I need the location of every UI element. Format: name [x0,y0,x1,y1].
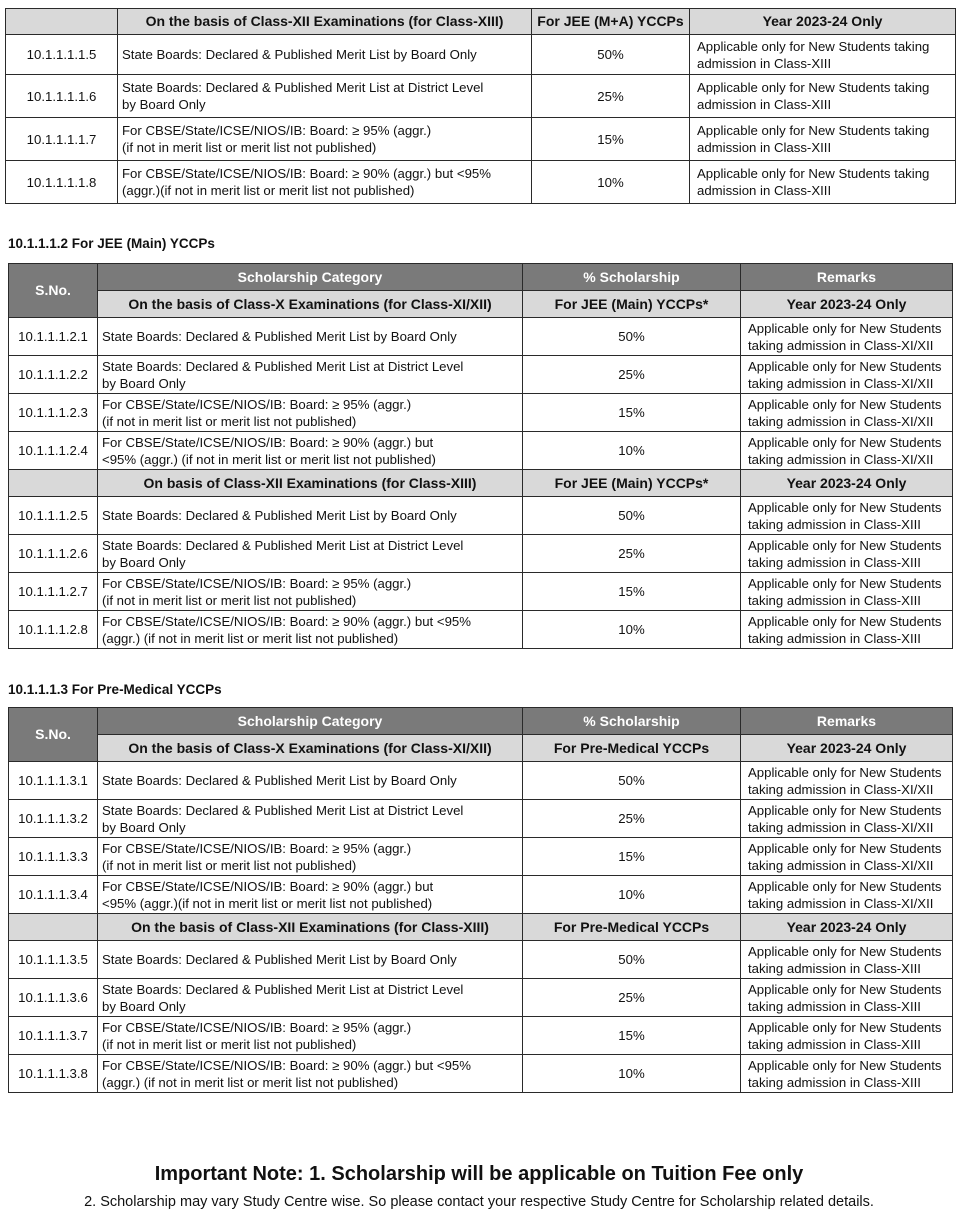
sno-cell: 10.1.1.1.3.4 [9,876,98,914]
subheader-pct: For Pre-Medical YCCPs [523,914,741,941]
remarks-cell-line: admission in Class-XIII [697,140,832,155]
study-centre-note: 2. Scholarship may vary Study Centre wise. So please contact your respective Study Centre for Scholarship related details. [84,1194,874,1210]
category-cell [118,118,532,161]
remarks-cell [741,941,953,979]
category-cell [118,75,532,118]
remarks-cell-line: Applicable only for New Students [748,1019,942,1035]
remarks-cell [690,161,956,204]
table-row [9,432,953,470]
category-cell-line: For CBSE/State/ICSE/NIOS/IB: Board: ≥ 90% (aggr.) but <95% [102,613,471,629]
table-row [9,762,953,800]
category-cell [118,161,532,204]
scholarship-percent-cell: 50% [523,762,741,800]
subheader-pct: For JEE (Main) YCCPs* [523,291,741,318]
subheader-category: On the basis of Class-XII Examinations (for Class-XIII) [98,914,523,941]
remarks-cell-line: taking admission in Class-XI/XII [748,781,934,797]
top-table-subheader [6,9,956,35]
remarks-cell-line: Applicable only for New Students taking [697,38,930,54]
category-cell-line: <95% (aggr.)(if not in merit list or merit list not published) [102,895,433,911]
scholarship-percent-cell: 25% [523,800,741,838]
sno-cell: 10.1.1.1.1.5 [6,35,118,75]
table-row [9,876,953,914]
scholarship-percent-cell: 50% [523,497,741,535]
subheader-category: On basis of Class-XII Examinations (for Class-XIII) [98,470,523,497]
category-cell-line: (aggr.) (if not in merit list or merit list not published) [102,1074,399,1090]
category-cell-line: For CBSE/State/ICSE/NIOS/IB: Board: ≥ 90% (aggr.) but [102,434,434,450]
header-remarks: Remarks [741,708,953,735]
scholarship-percent-cell: 10% [523,876,741,914]
remarks-cell [741,497,953,535]
category-cell [98,535,523,573]
table-row [9,979,953,1017]
important-note: Important Note: 1. Scholarship will be applicable on Tuition Fee only [154,1163,804,1185]
header-remarks: Remarks [741,264,953,291]
subheader-category: On the basis of Class-XII Examinations (for Class-XIII) [118,9,532,35]
category-cell [98,876,523,914]
remarks-cell-line: Applicable only for New Students [748,613,942,629]
category-cell-line: For CBSE/State/ICSE/NIOS/IB: Board: ≥ 90% (aggr.) but <95% [102,1057,471,1073]
scholarship-percent-cell: 10% [523,611,741,649]
remarks-cell-line: Applicable only for New Students [748,764,942,780]
category-cell [98,394,523,432]
category-cell [98,762,523,800]
scholarship-percent-cell: 50% [523,318,741,356]
section-heading-pre-medical: 10.1.1.1.3 For Pre-Medical YCCPs [8,682,222,697]
remarks-cell-line: Applicable only for New Students [748,358,942,374]
remarks-cell [741,1017,953,1055]
category-cell [98,800,523,838]
category-cell-line: State Boards: Declared & Published Merit List by Board Only [102,952,457,967]
sno-cell: 10.1.1.1.1.7 [6,118,118,161]
remarks-cell [741,535,953,573]
remarks-cell [690,35,956,75]
remarks-cell [741,573,953,611]
header-sno: S.No. [9,708,98,762]
subheader-pct: For JEE (Main) YCCPs* [523,470,741,497]
remarks-cell-line: taking admission in Class-XIII [748,998,921,1014]
scholarship-percent-cell: 25% [523,535,741,573]
scholarship-percent-cell: 15% [523,1017,741,1055]
scholarship-percent-cell: 15% [532,118,690,161]
header-category: Scholarship Category [98,264,523,291]
scholarship-percent-cell: 15% [523,838,741,876]
remarks-cell [741,394,953,432]
remarks-cell-line: taking admission in Class-XIII [748,960,921,976]
sno-cell: 10.1.1.1.2.1 [9,318,98,356]
remarks-cell [690,118,956,161]
category-cell [98,979,523,1017]
category-cell-line: State Boards: Declared & Published Merit List by Board Only [102,773,457,788]
remarks-cell-line: Applicable only for New Students [748,434,942,450]
sno-cell: 10.1.1.1.3.5 [9,941,98,979]
remarks-cell-line: taking admission in Class-XI/XII [748,337,934,353]
header-pct: % Scholarship [523,708,741,735]
category-cell-line: For CBSE/State/ICSE/NIOS/IB: Board: ≥ 90% (aggr.) but <95% [122,166,491,181]
category-cell-line: State Boards: Declared & Published Merit List by Board Only [102,508,457,523]
table-row [9,356,953,394]
subheader-category: On the basis of Class-X Examinations (for Class-XI/XII) [98,735,523,762]
table-row [9,394,953,432]
group-subheader-row [9,470,953,497]
column-header-row [9,708,953,735]
table-row [9,941,953,979]
remarks-cell-line: Applicable only for New Students [748,396,942,412]
sno-cell: 10.1.1.1.2.3 [9,394,98,432]
blank-cell [9,914,98,941]
group-subheader-row [9,914,953,941]
sno-cell: 10.1.1.1.1.6 [6,75,118,118]
table-row [9,1017,953,1055]
subheader-remarks: Year 2023-24 Only [741,470,953,497]
subheader-remarks: Year 2023-24 Only [741,735,953,762]
category-cell [98,1017,523,1055]
table-row [9,535,953,573]
remarks-cell-line: taking admission in Class-XI/XII [748,819,934,835]
sno-cell: 10.1.1.1.3.2 [9,800,98,838]
category-cell-line: State Boards: Declared & Published Merit List at District Level [102,802,464,818]
remarks-cell-line: Applicable only for New Students [748,840,942,856]
category-cell [98,573,523,611]
remarks-cell [741,1055,953,1093]
scholarship-percent-cell: 10% [523,1055,741,1093]
sno-cell: 10.1.1.1.3.3 [9,838,98,876]
sno-cell: 10.1.1.1.3.6 [9,979,98,1017]
blank-cell [9,470,98,497]
remarks-cell-line: taking admission in Class-XIII [748,630,921,646]
remarks-cell-line: Applicable only for New Students taking [697,123,930,138]
category-cell-line: (if not in merit list or merit list not published) [122,140,377,155]
remarks-cell-line: Applicable only for New Students taking [697,166,930,181]
group-subheader-row [9,735,953,762]
remarks-cell-line: Applicable only for New Students [748,575,942,591]
category-cell-line: State Boards: Declared & Published Merit List by Board Only [102,329,457,344]
jee-main-table-body [9,264,953,649]
remarks-cell-line: admission in Class-XIII [697,55,832,71]
table-row [6,161,956,204]
remarks-cell-line: taking admission in Class-XI/XII [748,895,934,911]
remarks-cell-line: Applicable only for New Students [748,878,942,894]
remarks-cell [741,979,953,1017]
scholarship-percent-cell: 10% [532,161,690,204]
category-cell-line: by Board Only [102,998,186,1014]
remarks-cell-line: taking admission in Class-XI/XII [748,451,934,467]
header-category: Scholarship Category [98,708,523,735]
subheader-remarks: Year 2023-24 Only [741,914,953,941]
top-table-body [6,9,956,204]
remarks-cell-line: taking admission in Class-XIII [748,1036,921,1052]
header-pct: % Scholarship [523,264,741,291]
remarks-cell [741,800,953,838]
remarks-cell-line: taking admission in Class-XIII [748,592,921,608]
category-cell [98,941,523,979]
category-cell-line: State Boards: Declared & Published Merit List at District Level [102,981,464,997]
sno-cell: 10.1.1.1.2.4 [9,432,98,470]
scholarship-percent-cell: 25% [532,75,690,118]
table-row [9,611,953,649]
category-cell-line: (aggr.)(if not in merit list or merit list not published) [122,183,415,198]
category-cell-line: State Boards: Declared & Published Merit List by Board Only [122,47,477,62]
remarks-cell [741,838,953,876]
category-cell [98,1055,523,1093]
remarks-cell [741,762,953,800]
table-row [9,497,953,535]
sno-cell: 10.1.1.1.3.7 [9,1017,98,1055]
category-cell-line: For CBSE/State/ICSE/NIOS/IB: Board: ≥ 95% (aggr.) [102,840,412,856]
table-row [9,800,953,838]
scholarship-percent-cell: 15% [523,573,741,611]
category-cell-line: For CBSE/State/ICSE/NIOS/IB: Board: ≥ 90% (aggr.) but [102,878,434,894]
category-cell-line: <95% (aggr.) (if not in merit list or merit list not published) [102,451,436,467]
remarks-cell-line: taking admission in Class-XI/XII [748,857,934,873]
remarks-cell-line: Applicable only for New Students [748,802,942,818]
remarks-cell-line: Applicable only for New Students [748,537,942,553]
remarks-cell-line: taking admission in Class-XIII [748,554,921,570]
category-cell-line: (aggr.) (if not in merit list or merit list not published) [102,630,399,646]
category-cell-line: For CBSE/State/ICSE/NIOS/IB: Board: ≥ 95% (aggr.) [122,123,432,138]
group-subheader-row [9,291,953,318]
sno-cell: 10.1.1.1.2.2 [9,356,98,394]
jee-main-scholarship-table [8,263,953,649]
subheader-remarks: Year 2023-24 Only [741,291,953,318]
category-cell [98,838,523,876]
category-cell [98,432,523,470]
category-cell [98,611,523,649]
sno-cell: 10.1.1.1.2.8 [9,611,98,649]
table-row [6,35,956,75]
pre-medical-table-body [9,708,953,1093]
remarks-cell-line: Applicable only for New Students [748,320,942,336]
remarks-cell [741,432,953,470]
table-row [6,75,956,118]
subheader-remarks: Year 2023-24 Only [690,9,956,35]
remarks-cell-line: Applicable only for New Students [748,499,942,515]
sno-cell: 10.1.1.1.3.8 [9,1055,98,1093]
remarks-cell-line: Applicable only for New Students [748,943,942,959]
table-row [9,838,953,876]
remarks-cell-line: taking admission in Class-XIII [748,516,921,532]
top-scholarship-table [5,8,956,204]
category-cell-line: (if not in merit list or merit list not published) [102,857,357,873]
category-cell-line: by Board Only [102,554,186,570]
category-cell-line: by Board Only [122,97,206,112]
category-cell-line: (if not in merit list or merit list not published) [102,1036,357,1052]
category-cell-line: For CBSE/State/ICSE/NIOS/IB: Board: ≥ 95% (aggr.) [102,396,412,412]
scholarship-percent-cell: 50% [523,941,741,979]
remarks-cell-line: taking admission in Class-XI/XII [748,413,934,429]
header-sno: S.No. [9,264,98,318]
remarks-cell [741,318,953,356]
pre-medical-scholarship-table [8,707,953,1093]
remarks-cell-line: admission in Class-XIII [697,97,832,112]
table-row [9,318,953,356]
remarks-cell [741,876,953,914]
subheader-pct: For Pre-Medical YCCPs [523,735,741,762]
remarks-cell [741,356,953,394]
table-row [6,118,956,161]
category-cell [98,318,523,356]
table-row [9,573,953,611]
remarks-cell-line: Applicable only for New Students [748,981,942,997]
sno-cell: 10.1.1.1.2.7 [9,573,98,611]
remarks-cell-line: Applicable only for New Students taking [697,80,930,95]
category-cell-line: by Board Only [102,819,186,835]
sno-cell: 10.1.1.1.1.8 [6,161,118,204]
sno-cell: 10.1.1.1.2.5 [9,497,98,535]
scholarship-percent-cell: 15% [523,394,741,432]
remarks-cell-line: admission in Class-XIII [697,183,832,198]
column-header-row [9,264,953,291]
category-cell [98,356,523,394]
sno-cell: 10.1.1.1.3.1 [9,762,98,800]
scholarship-percent-cell: 25% [523,979,741,1017]
scholarship-percent-cell: 10% [523,432,741,470]
scholarship-percent-cell: 50% [532,35,690,75]
remarks-cell-line: taking admission in Class-XIII [748,1074,921,1090]
blank-cell [6,9,118,35]
table-row [9,1055,953,1093]
category-cell-line: State Boards: Declared & Published Merit List at District Level [102,358,464,374]
remarks-cell [690,75,956,118]
remarks-cell-line: Applicable only for New Students [748,1057,942,1073]
subheader-category: On the basis of Class-X Examinations (for Class-XI/XII) [98,291,523,318]
scholarship-percent-cell: 25% [523,356,741,394]
category-cell-line: State Boards: Declared & Published Merit List at District Level [102,537,464,553]
category-cell-line: For CBSE/State/ICSE/NIOS/IB: Board: ≥ 95% (aggr.) [102,575,412,591]
remarks-cell [741,611,953,649]
category-cell [118,35,532,75]
category-cell-line: by Board Only [102,375,186,391]
category-cell-line: For CBSE/State/ICSE/NIOS/IB: Board: ≥ 95% (aggr.) [102,1019,412,1035]
category-cell-line: (if not in merit list or merit list not published) [102,413,357,429]
category-cell [98,497,523,535]
category-cell-line: State Boards: Declared & Published Merit List at District Level [122,80,484,95]
category-cell-line: (if not in merit list or merit list not published) [102,592,357,608]
subheader-pct: For JEE (M+A) YCCPs [532,9,690,35]
sno-cell: 10.1.1.1.2.6 [9,535,98,573]
section-heading-jee-main: 10.1.1.1.2 For JEE (Main) YCCPs [8,236,215,251]
remarks-cell-line: taking admission in Class-XI/XII [748,375,934,391]
